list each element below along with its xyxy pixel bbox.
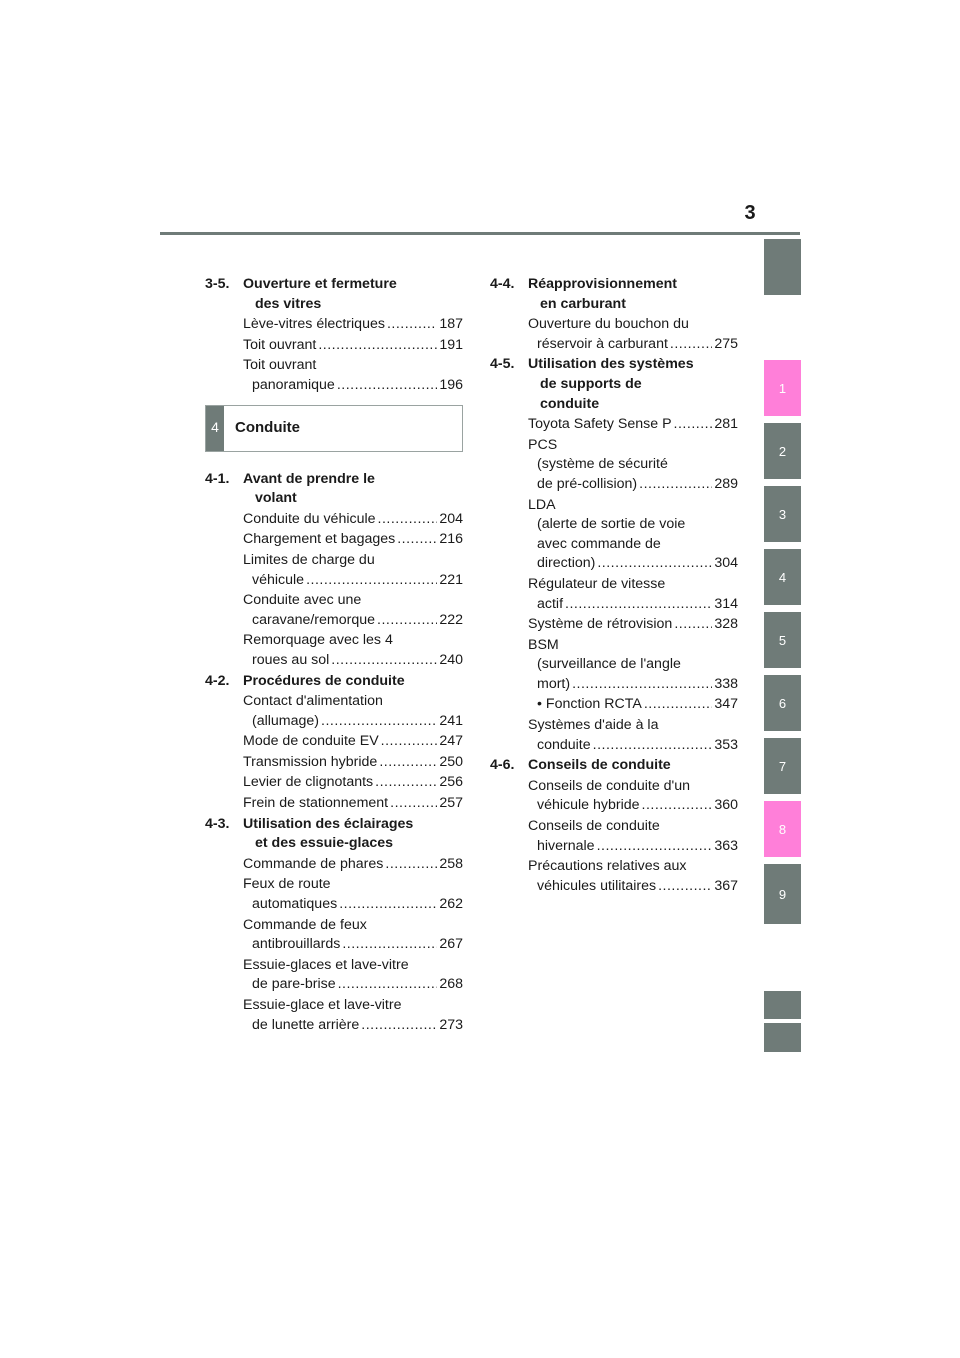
chapter-tab-1[interactable]: 1: [764, 360, 801, 416]
toc-entry[interactable]: Transmission hybride ..... 250: [243, 753, 463, 773]
toc-entry[interactable]: Conseils de conduite hivernale ..... 363: [528, 817, 738, 856]
toc-entry[interactable]: Chargement et bagages ..... 216: [243, 530, 463, 550]
toc-entry[interactable]: • Fonction RCTA ..... 347: [528, 695, 738, 715]
toc-entry[interactable]: Essuie-glaces et lave-vitre de pare-brise ..... 268: [243, 956, 463, 995]
chapter-tabs-sidebar: [764, 0, 802, 1358]
section-heading: 4-5. Utilisation des systèmes de supports de conduite: [490, 356, 694, 412]
chapter-tab-5[interactable]: 5: [764, 612, 801, 668]
toc-entry[interactable]: Conseils de conduite d'un véhicule hybride ..... 360: [528, 777, 738, 816]
section-heading: 4-4. Réapprovisionnement en carburant: [490, 276, 677, 312]
toc-entry[interactable]: Essuie-glace et lave-vitre de lunette arrière ..... 273: [243, 996, 463, 1035]
toc-entry[interactable]: Régulateur de vitesse actif ..... 314: [528, 575, 738, 614]
toc-entry[interactable]: Conduite du véhicule ..... 204: [243, 510, 463, 530]
toc-entry[interactable]: Commande de feux antibrouillards ..... 267: [243, 916, 463, 955]
toc-entry[interactable]: Conduite avec une caravane/remorque ..... 222: [243, 591, 463, 630]
toc-entry[interactable]: Feux de route automatiques ..... 262: [243, 875, 463, 914]
toc-entry[interactable]: Ouverture du bouchon du réservoir à carburant ..... 275: [528, 315, 738, 354]
toc-entry[interactable]: Lève-vitres électriques ..... 187: [243, 315, 463, 335]
toc-entry[interactable]: Toit ouvrant panoramique ..... 196: [243, 356, 463, 395]
toc-entry[interactable]: LDA (alerte de sortie de voie avec commande de direction) ..... 304: [528, 496, 738, 574]
section-heading: 3-5. Ouverture et fermeture des vitres: [205, 276, 397, 312]
page-number: 3: [744, 202, 756, 224]
toc-entry[interactable]: Contact d'alimentation (allumage) ..... 241: [243, 692, 463, 731]
toc-entry[interactable]: Frein de stationnement ..... 257: [243, 794, 463, 814]
chapter-tab-2[interactable]: 2: [764, 423, 801, 479]
chapter-header: [205, 405, 463, 452]
toc-entry[interactable]: BSM (surveillance de l'angle mort) ..... 338: [528, 636, 738, 695]
toc-entry[interactable]: Remorquage avec les 4 roues au sol ..... 240: [243, 631, 463, 670]
chapter-tab-index-b[interactable]: [764, 1023, 801, 1052]
toc-right-column: [490, 275, 738, 897]
chapter-tab-8[interactable]: 8: [764, 801, 801, 857]
toc-left-column: [205, 275, 463, 1036]
section-heading: 4-2. Procédures de conduite: [205, 672, 405, 689]
toc-entry[interactable]: Toyota Safety Sense P ..... 281: [528, 415, 738, 435]
toc-entry[interactable]: Toit ouvrant ..... 191: [243, 336, 463, 356]
toc-entry[interactable]: Système de rétrovision ..... 328: [528, 615, 738, 635]
toc-entry[interactable]: Systèmes d'aide à la conduite ..... 353: [528, 716, 738, 755]
chapter-tab-blank-top[interactable]: [764, 239, 801, 295]
chapter-tab-index-a[interactable]: [764, 991, 801, 1019]
toc-entry[interactable]: Limites de charge du véhicule ..... 221: [243, 551, 463, 590]
chapter-tab-9[interactable]: 9: [764, 864, 801, 924]
section-heading: 4-6. Conseils de conduite: [490, 757, 671, 774]
chapter-tab-7[interactable]: 7: [764, 738, 801, 794]
chapter-tab-6[interactable]: 6: [764, 675, 801, 731]
toc-entry[interactable]: Précautions relatives aux véhicules utilitaires ..... 367: [528, 857, 738, 896]
toc-entry[interactable]: Levier de clignotants ..... 256: [243, 773, 463, 793]
chapter-tab-3[interactable]: 3: [764, 486, 801, 542]
section-heading: 4-3. Utilisation des éclairages et des essuie-glaces: [205, 815, 414, 852]
chapter-tab-4[interactable]: 4: [764, 549, 801, 605]
toc-entry[interactable]: Mode de conduite EV ..... 247: [243, 732, 463, 752]
header-rule: [160, 232, 800, 235]
toc-entry[interactable]: PCS (système de sécurité de pré-collision) ..... 289: [528, 436, 738, 495]
chapter-number: 4: [206, 406, 224, 451]
chapter-title: Conduite: [235, 419, 300, 437]
toc-entry[interactable]: Commande de phares ..... 258: [243, 855, 463, 875]
section-heading: 4-1. Avant de prendre le volant: [205, 470, 375, 507]
